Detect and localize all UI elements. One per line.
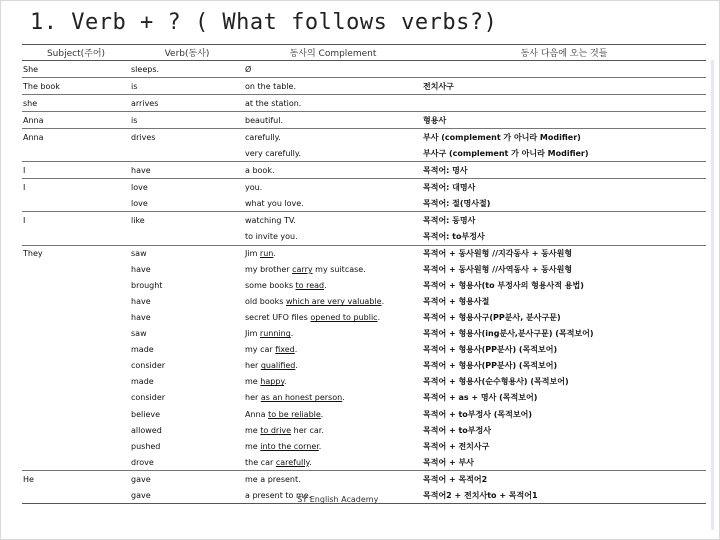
table-body xyxy=(22,61,706,504)
complement-underlined-text: happy xyxy=(260,377,284,387)
complement-cell xyxy=(244,278,422,294)
table-row xyxy=(22,212,706,229)
follows-cell: 목적어 + 목적어2 xyxy=(422,471,706,488)
complement-cell xyxy=(244,390,422,406)
complement-underlined-text: carry xyxy=(292,265,313,275)
verb-cell: allowed xyxy=(131,425,162,435)
follows-cell: 부사 (complement 가 아니라 Modifier) xyxy=(422,129,706,146)
complement-text: . xyxy=(320,409,324,419)
verb-cell: saw xyxy=(130,245,244,262)
follows-cell: 목적어 + 동사원형 //사역동사 + 동사원형 xyxy=(423,265,573,275)
complement-underlined-text: opened to public xyxy=(310,313,378,323)
table-row xyxy=(22,454,706,471)
verb-cell: drove xyxy=(131,457,154,467)
verb-cell: is xyxy=(130,78,244,95)
complement-cell xyxy=(244,422,422,438)
follows-cell: 목적어 + to부정사 xyxy=(423,425,491,435)
verb-cell: like xyxy=(130,212,244,229)
complement-text: . xyxy=(377,313,381,323)
verb-cell: believe xyxy=(131,409,161,419)
verb-cell: gave xyxy=(130,471,244,488)
table-row xyxy=(22,326,706,342)
complement-cell xyxy=(244,358,422,374)
follows-cell: 목적어 + 형용사(순수형용사) (목적보어) xyxy=(423,377,569,387)
complement-underlined-text: into the corner xyxy=(260,441,319,451)
complement-underlined-text: to read xyxy=(295,281,325,291)
subject-cell xyxy=(22,374,130,390)
complement-cell xyxy=(244,374,422,390)
complement-cell xyxy=(244,294,422,310)
table-row xyxy=(22,95,706,112)
table-row xyxy=(22,310,706,326)
table-row xyxy=(22,162,706,179)
complement-text: my suitcase. xyxy=(312,265,366,275)
complement-text: Anna xyxy=(245,409,269,419)
table-row xyxy=(22,406,706,422)
subject-cell xyxy=(22,438,130,454)
table-row xyxy=(22,422,706,438)
table-row xyxy=(22,245,706,262)
verb-cell: arrives xyxy=(130,95,244,112)
complement-text: . xyxy=(324,281,327,291)
follows-cell: 형용사 xyxy=(422,112,706,129)
subject-cell xyxy=(22,195,130,212)
complement-cell: at the station. xyxy=(244,95,422,112)
complement-underlined-text: running xyxy=(259,329,291,339)
verb-cell: have xyxy=(131,313,151,323)
subject-cell xyxy=(22,262,130,278)
complement-text: . xyxy=(284,377,287,387)
verb-cell xyxy=(130,228,244,245)
complement-cell: very carefully. xyxy=(245,148,302,158)
verb-cell: brought xyxy=(131,281,163,291)
page-title: 1. Verb + ? ( What follows verbs?) xyxy=(30,10,498,35)
subject-cell: Anna xyxy=(22,112,130,129)
complement-cell: a book. xyxy=(244,162,422,179)
complement-text: my car xyxy=(245,345,276,355)
verb-cell: have xyxy=(130,162,244,179)
table-header-row xyxy=(22,45,706,61)
subject-cell xyxy=(22,358,130,374)
table-row xyxy=(22,195,706,212)
verb-cell: love xyxy=(131,198,148,208)
table-row xyxy=(22,294,706,310)
follows-cell: 목적어 + 형용사(PP분사) (목적보어) xyxy=(423,345,558,355)
subject-cell: I xyxy=(22,162,130,179)
follows-cell: 목적어: 명사 xyxy=(422,162,706,179)
complement-text: my brother xyxy=(245,265,293,275)
complement-underlined-text: to drive xyxy=(260,425,292,435)
table-row xyxy=(22,278,706,294)
verb-complement-table xyxy=(22,44,706,504)
subject-cell xyxy=(22,406,130,422)
complement-cell xyxy=(244,326,422,342)
complement-cell: you. xyxy=(244,179,422,196)
table-row xyxy=(22,262,706,278)
complement-underlined-text: run xyxy=(259,249,274,259)
table-row xyxy=(22,342,706,358)
verb-cell: pushed xyxy=(131,441,161,451)
complement-cell xyxy=(244,438,422,454)
follows-cell: 목적어: to부정사 xyxy=(423,231,485,241)
complement-underlined-text: fixed xyxy=(275,345,295,355)
subject-cell: The book xyxy=(22,78,130,95)
follows-cell: 목적어 + 형용사절 xyxy=(423,297,490,307)
table-row xyxy=(22,374,706,390)
complement-cell xyxy=(244,487,422,504)
complement-text: . xyxy=(295,361,298,371)
subject-cell xyxy=(22,422,130,438)
verb-cell xyxy=(130,145,244,162)
subject-cell xyxy=(22,454,130,471)
complement-text: her xyxy=(245,361,261,371)
subject-cell xyxy=(22,145,130,162)
subject-cell: He xyxy=(22,471,130,488)
complement-cell xyxy=(244,342,422,358)
complement-underlined-text: carefully xyxy=(275,457,310,467)
subject-cell xyxy=(22,326,130,342)
subject-cell: she xyxy=(22,95,130,112)
complement-text: . xyxy=(290,329,294,339)
table-row xyxy=(22,487,706,504)
follows-cell: 목적어 + 전치사구 xyxy=(423,441,490,451)
follows-cell xyxy=(422,95,706,112)
complement-text: me xyxy=(245,425,261,435)
complement-text: the car xyxy=(245,457,276,467)
complement-underlined-text: which are very valuable xyxy=(285,297,382,307)
complement-cell: me a present. xyxy=(244,471,422,488)
complement-cell: watching TV. xyxy=(244,212,422,229)
subject-cell: Anna xyxy=(22,129,130,146)
complement-text: her xyxy=(245,393,261,403)
table-row xyxy=(22,179,706,196)
follows-cell: 목적어: 절(명사절) xyxy=(423,198,491,208)
header-follows: 동사 다음에 오는 것들 xyxy=(422,45,706,61)
verb-cell: is xyxy=(130,112,244,129)
complement-cell xyxy=(244,245,422,262)
subject-cell: I xyxy=(22,179,130,196)
verb-cell: consider xyxy=(131,393,166,403)
table-row xyxy=(22,471,706,488)
follows-cell: 목적어 + 형용사(ing분사,분사구문) (목적보어) xyxy=(423,329,594,339)
subject-cell: She xyxy=(22,61,130,78)
complement-text: me xyxy=(245,441,261,451)
table-row xyxy=(22,438,706,454)
complement-text: . xyxy=(309,457,312,467)
complement-text: . xyxy=(318,441,322,451)
table-row xyxy=(22,390,706,406)
verb-cell: have xyxy=(131,265,151,275)
header-complement: 동사의 Complement xyxy=(244,45,422,61)
table-row xyxy=(22,129,706,146)
complement-cell: to invite you. xyxy=(245,231,298,241)
follows-cell: 목적어 + 형용사(to 부정사의 형용사적 용법) xyxy=(423,281,584,291)
subject-cell xyxy=(22,342,130,358)
verb-cell: sleeps. xyxy=(130,61,244,78)
header-verb: Verb(동사) xyxy=(130,45,244,61)
verb-cell: consider xyxy=(131,361,166,371)
complement-text: a present to me. xyxy=(245,490,312,500)
follows-cell: 목적어 + 동사원형 //지각동사 + 동사원형 xyxy=(422,245,706,262)
verb-cell: made xyxy=(131,345,154,355)
subject-cell xyxy=(22,294,130,310)
follows-cell: 목적어 + as + 명사 (목적보어) xyxy=(423,393,538,403)
complement-underlined-text: qualified xyxy=(260,361,296,371)
table-row xyxy=(22,228,706,245)
follows-cell: 부사구 (complement 가 아니라 Modifier) xyxy=(423,148,589,158)
complement-text: her car. xyxy=(291,425,324,435)
subject-cell: They xyxy=(22,245,130,262)
table-row xyxy=(22,145,706,162)
verb-cell: gave xyxy=(130,487,244,504)
verb-cell: love xyxy=(130,179,244,196)
subject-cell: I xyxy=(22,212,130,229)
follows-cell: 목적어 + 형용사구(PP분사, 분사구문) xyxy=(423,313,561,323)
complement-cell xyxy=(244,310,422,326)
follows-cell: 목적어: 동명사 xyxy=(422,212,706,229)
table-row xyxy=(22,61,706,78)
table-row xyxy=(22,112,706,129)
complement-cell xyxy=(244,406,422,422)
subject-cell xyxy=(22,310,130,326)
decorative-side-bar xyxy=(711,60,714,530)
complement-cell xyxy=(244,454,422,471)
verb-cell: saw xyxy=(131,329,147,339)
verb-cell: drives xyxy=(130,129,244,146)
table-row xyxy=(22,78,706,95)
follows-cell: 목적어 + 부사 xyxy=(423,457,474,467)
table-row xyxy=(22,358,706,374)
complement-cell: what you love. xyxy=(245,198,304,208)
complement-text: me xyxy=(245,377,261,387)
complement-text: . xyxy=(342,393,345,403)
follows-cell: 목적어2 + 전치사to + 목적어1 xyxy=(422,487,706,504)
complement-underlined-text: as an honest person xyxy=(260,393,343,403)
subject-cell xyxy=(22,278,130,294)
complement-text: . xyxy=(273,249,276,259)
complement-text: . xyxy=(294,345,298,355)
subject-cell xyxy=(22,390,130,406)
complement-text: . xyxy=(381,297,385,307)
complement-underlined-text: to be reliable xyxy=(268,409,321,419)
complement-cell: Ø xyxy=(244,61,422,78)
verb-cell: have xyxy=(131,297,151,307)
complement-cell: carefully. xyxy=(244,129,422,146)
subject-cell xyxy=(22,487,130,504)
watermark-text: SY English Academy xyxy=(297,494,379,504)
follows-cell: 목적어 + to부정사 (목적보어) xyxy=(423,409,532,419)
complement-text: old books xyxy=(245,297,286,307)
header-subject: Subject(주어) xyxy=(22,45,130,61)
complement-text: Jim xyxy=(245,249,260,259)
verb-cell: made xyxy=(131,377,154,387)
complement-cell: on the table. xyxy=(244,78,422,95)
complement-text: secret UFO files xyxy=(245,313,311,323)
subject-cell xyxy=(22,228,130,245)
follows-cell: 전치사구 xyxy=(422,78,706,95)
complement-text: Jim xyxy=(245,329,260,339)
complement-cell: beautiful. xyxy=(244,112,422,129)
follows-cell: 목적어: 대명사 xyxy=(422,179,706,196)
complement-text: some books xyxy=(245,281,296,291)
complement-cell xyxy=(244,262,422,278)
follows-cell: 목적어 + 형용사(PP분사) (목적보어) xyxy=(423,361,558,371)
follows-cell xyxy=(422,61,706,78)
